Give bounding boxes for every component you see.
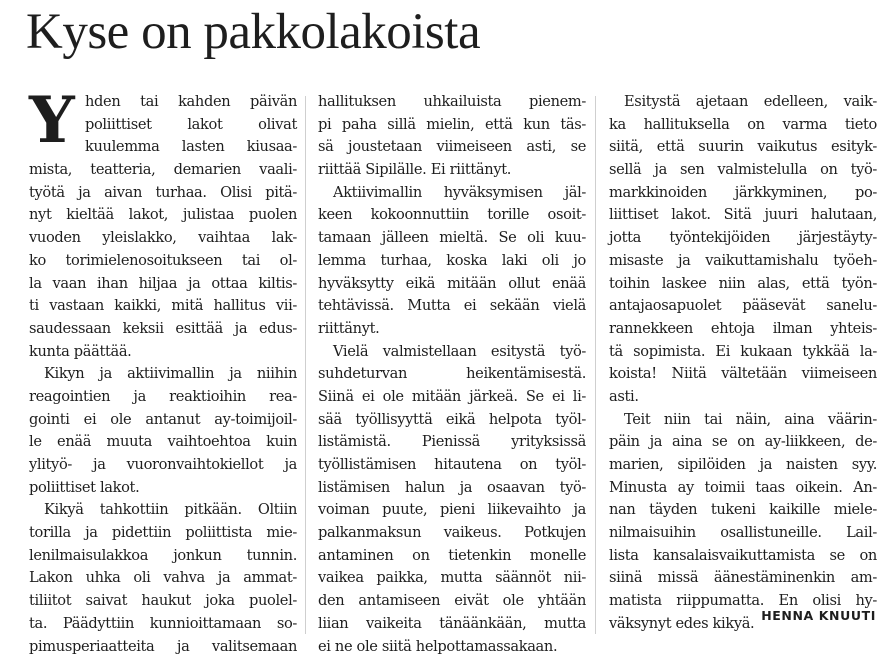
text-line: Siinä ei ole mitään järkeä. Se ei li- [318, 386, 586, 409]
text-line: vaikea paikka, mutta säännöt nii- [318, 567, 586, 590]
text-line: nyt kieltää lakot, julistaa puolen [29, 204, 297, 227]
text-line: Minusta ay toimii taas oikein. An- [609, 477, 877, 500]
text-line: lemma turhaa, koska laki oli jo [318, 250, 586, 273]
text-line: kuulemma lasten kiusaa- [29, 136, 297, 159]
text-line: marien, sipilöiden ja naisten syy. [609, 454, 877, 477]
text-line: poliittiset lakot. [29, 477, 297, 500]
text-line: Teit niin tai näin, aina väärin- [609, 409, 877, 432]
drop-cap: Y [29, 91, 75, 151]
text-line: pimusperiaatteita ja valitsemaan [29, 636, 297, 658]
text-line: tä sopimista. Ei kukaan tykkää la- [609, 341, 877, 364]
text-line: nan täyden tukeni kaikille miele- [609, 499, 877, 522]
text-line: mista, teatteria, demarien vaali- [29, 159, 297, 182]
text-line: misaste ja vaikuttamishalu työeh- [609, 250, 877, 273]
text-line: kunta päättää. [29, 341, 297, 364]
text-line: hyväksytty eikä mitään ollut enää [318, 273, 586, 296]
text-line: ti vastaan kaikki, mitä hallitus vii- [29, 295, 297, 318]
text-line: Vielä valmistellaan esitystä työ- [318, 341, 586, 364]
text-line: palkanmaksun vaikeus. Potkujen [318, 522, 586, 545]
text-line: antaminen on tietenkin monelle [318, 545, 586, 568]
column-divider [595, 96, 596, 634]
text-line: saudessaan keksii esittää ja edus- [29, 318, 297, 341]
text-line: Aktiivimallin hyväksymisen jäl- [318, 182, 586, 205]
text-line: riittänyt. [318, 318, 586, 341]
text-line: Lakon uhka oli vahva ja ammat- [29, 567, 297, 590]
text-line: den antamiseen eivät ole yhtään [318, 590, 586, 613]
author-byline: HENNA KNUUTI [761, 608, 876, 623]
text-line: ko torimielenosoitukseen tai ol- [29, 250, 297, 273]
text-line: gointi ei ole antanut ay-toimijoil- [29, 409, 297, 432]
text-line: matista riippumatta. En olisi hy- [609, 590, 877, 613]
text-line: tiliitot saivat haukut joka puolel- [29, 590, 297, 613]
text-line: reagointien ja reaktioihin rea- [29, 386, 297, 409]
article-column-1 [29, 91, 297, 658]
text-line: listämisen halun ja osaavan työ- [318, 477, 586, 500]
text-line: ka hallituksella on varma tieto [609, 114, 877, 137]
text-line: Esitystä ajetaan edelleen, vaik- [609, 91, 877, 114]
text-line: poliittiset lakot olivat [29, 114, 297, 137]
column-divider [305, 96, 306, 634]
text-line: vuoden yleislakko, vaihtaa lak- [29, 227, 297, 250]
text-line: liittiset lakot. Sitä juuri halutaan, [609, 204, 877, 227]
text-line: tamaan jälleen mieltä. Se oli kuu- [318, 227, 586, 250]
text-line: sellä ja sen valmistelulla on työ- [609, 159, 877, 182]
text-line: Kikyn ja aktiivimallin ja niihin [29, 363, 297, 386]
text-line: voiman puute, pieni liikevaihto ja [318, 499, 586, 522]
text-line: työllistämisen hitautena on työl- [318, 454, 586, 477]
text-line: koista! Niitä vältetään viimeiseen [609, 363, 877, 386]
text-line: jotta työntekijöiden järjestäyty- [609, 227, 877, 250]
text-line: siinä missä äänestäminenkin am- [609, 567, 877, 590]
text-line: riittää Sipilälle. Ei riittänyt. [318, 159, 586, 182]
text-line: tehtävissä. Mutta ei sekään vielä [318, 295, 586, 318]
headline: Kyse on pakkolakoista [26, 2, 480, 62]
text-line: nilmaisuihin osallistuneille. Lail- [609, 522, 877, 545]
text-line: la vaan ihan hiljaa ja ottaa kiltis- [29, 273, 297, 296]
text-line: Kikyä tahkottiin pitkään. Oltiin [29, 499, 297, 522]
text-line: asti. [609, 386, 877, 409]
text-line: sää työllisyyttä eikä helpota työl- [318, 409, 586, 432]
text-line: hallituksen uhkailuista pienem- [318, 91, 586, 114]
article-column-3 [609, 91, 877, 636]
text-line: ta. Päädyttiin kunnioittamaan so- [29, 613, 297, 636]
text-line: pi paha sillä mielin, että kun täs- [318, 114, 586, 137]
text-line: lenilmaisulakkoa jonkun tunnin. [29, 545, 297, 568]
text-line: työtä ja aivan turhaa. Olisi pitä- [29, 182, 297, 205]
text-line: hden tai kahden päivän [29, 91, 297, 114]
text-line: torilla ja pidettiin poliittista mie- [29, 522, 297, 545]
text-line: lista kansalaisvaikuttamista se on [609, 545, 877, 568]
text-line: keen kokoonnuttiin torille osoit- [318, 204, 586, 227]
text-line: toihin laskee niin alas, että työn- [609, 273, 877, 296]
text-line: antajaosapuolet pääsevät sanelu- [609, 295, 877, 318]
text-line: sä joustetaan viimeiseen asti, se [318, 136, 586, 159]
text-line: siitä, että suurin vaikutus esityk- [609, 136, 877, 159]
text-line: suhdeturvan heikentämisestä. [318, 363, 586, 386]
text-line: liian vaikeita tänäänkään, mutta [318, 613, 586, 636]
text-line: le enää muuta vaihtoehtoa kuin [29, 431, 297, 454]
article-column-2 [318, 91, 586, 658]
text-line: päin ja aina se on ay-liikkeen, de- [609, 431, 877, 454]
text-line: väksynyt edes kikyä. [609, 613, 877, 636]
text-line: rannekkeen ehtoja ilman yhteis- [609, 318, 877, 341]
text-line: listämistä. Pienissä yrityksissä [318, 431, 586, 454]
text-line: ylityö- ja vuoronvaihtokiellot ja [29, 454, 297, 477]
text-line: markkinoiden järkkyminen, po- [609, 182, 877, 205]
text-line: ei ne ole siitä helpottamassakaan. [318, 636, 586, 658]
